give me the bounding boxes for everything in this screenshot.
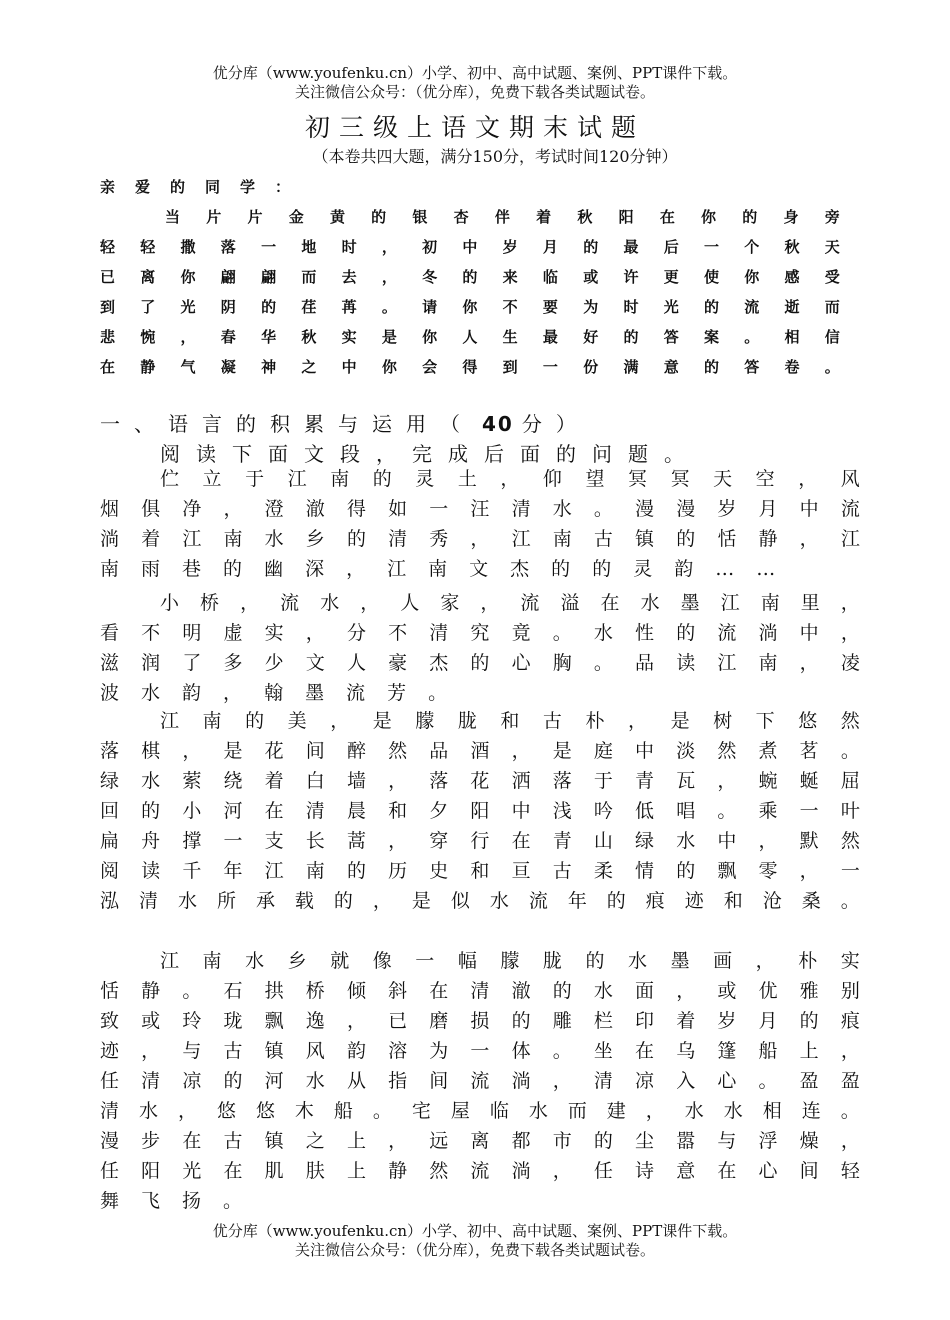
passage-line: 清 水 ， 悠 悠 木 船 。 宅 屋 临 水 而 建 ， 水 水 相 连 。 xyxy=(100,1100,860,1122)
passage-paragraph-4 xyxy=(100,946,860,1216)
section-heading xyxy=(100,408,590,437)
passage-line: 致 或 玲 珑 飘 逸 ， 已 磨 损 的 雕 栏 印 着 岁 月 的 痕 xyxy=(100,1010,860,1032)
preface-letter xyxy=(100,172,840,382)
salutation: 亲爱的同学： xyxy=(100,178,311,196)
passage-line: 落 棋 ， 是 花 间 醉 然 品 酒 ， 是 庭 中 淡 然 煮 茗 。 xyxy=(100,740,860,762)
passage-line: 任 清 凉 的 河 水 从 指 间 流 淌 ， 清 凉 入 心 。 盈 盈 xyxy=(100,1070,860,1092)
header-line-2: 关注微信公众号：（优分库），免费下载各类试题试卷。 xyxy=(294,83,655,101)
section-heading-text: 一、语言的积累与运用（ xyxy=(100,412,474,436)
footer-line-1: 优分库（www.youfenku.cn）小学、初中、高中试题、案例、PPT课件下载。 xyxy=(212,1222,738,1240)
letter-line: 轻 轻 撒 落 一 地 时 ， 初 中 岁 月 的 最 后 一 个 秋 天 xyxy=(100,238,840,256)
header-line-1: 优分库（www.youfenku.cn）小学、初中、高中试题、案例、PPT课件下载。 xyxy=(212,64,738,82)
passage-paragraph-3 xyxy=(100,706,860,916)
passage-line: 江 南 的 美 ， 是 朦 胧 和 古 朴 ， 是 树 下 悠 然 xyxy=(160,710,860,732)
passage-paragraph-2 xyxy=(100,588,860,708)
section-score: 40 xyxy=(482,412,514,436)
letter-line: 到 了 光 阴 的 荏 苒 。 请 你 不 要 为 时 光 的 流 逝 而 xyxy=(100,298,840,316)
site-footer xyxy=(0,1222,950,1260)
letter-line: 在 静 气 凝 神 之 中 你 会 得 到 一 份 满 意 的 答 卷 。 xyxy=(100,358,840,376)
passage-line: 回 的 小 河 在 清 晨 和 夕 阳 中 浅 吟 低 唱 。 乘 一 叶 xyxy=(100,800,860,822)
passage-line: 泓 清 水 所 承 载 的 ， 是 似 水 流 年 的 痕 迹 和 沧 桑 。 xyxy=(100,890,860,912)
passage-line: 淌 着 江 南 水 乡 的 清 秀 ， 江 南 古 镇 的 恬 静 ， 江 xyxy=(100,528,860,550)
passage-line: 滋 润 了 多 少 文 人 豪 杰 的 心 胸 。 品 读 江 南 ， 凌 xyxy=(100,652,860,674)
passage-line: 伫 立 于 江 南 的 灵 土 ， 仰 望 冥 冥 天 空 ， 风 xyxy=(160,468,860,490)
section-heading-suffix: 分） xyxy=(521,412,590,436)
passage-line: 烟 俱 净 ， 澄 澈 得 如 一 汪 清 水 。 漫 漫 岁 月 中 流 xyxy=(100,498,860,520)
passage-line: 舞 飞 扬 。 xyxy=(100,1190,243,1212)
page-title: 初三级上语文期末试题 xyxy=(304,113,645,142)
passage-line: 波 水 韵 ， 翰 墨 流 芳 。 xyxy=(100,682,448,704)
passage-line: 扁 舟 撑 一 支 长 蒿 ， 穿 行 在 青 山 绿 水 中 ， 默 然 xyxy=(100,830,860,852)
passage-line: 恬 静 。 石 拱 桥 倾 斜 在 清 澈 的 水 面 ， 或 优 雅 别 xyxy=(100,980,860,1002)
exam-subtitle: （本卷共四大题，满分150分，考试时间120分钟） xyxy=(312,147,678,166)
section-instruction: 阅读下面文段，完成后面的问题。 xyxy=(160,442,700,466)
footer-line-2: 关注微信公众号：（优分库），免费下载各类试题试卷。 xyxy=(294,1241,655,1259)
passage-line: 漫 步 在 古 镇 之 上 ， 远 离 都 市 的 尘 嚣 与 浮 燥 ， xyxy=(100,1130,860,1152)
letter-line: 悲 惋 ， 春 华 秋 实 是 你 人 生 最 好 的 答 案 。 相 信 xyxy=(100,328,840,346)
passage-line: 绿 水 萦 绕 着 白 墙 ， 落 花 洒 落 于 青 瓦 ， 蜿 蜒 屈 xyxy=(100,770,860,792)
passage-paragraph-1 xyxy=(100,464,860,584)
letter-line: 已 离 你 翩 翩 而 去 ， 冬 的 来 临 或 许 更 使 你 感 受 xyxy=(100,268,840,286)
passage-line: 小 桥 ， 流 水 ， 人 家 ， 流 溢 在 水 墨 江 南 里 ， xyxy=(160,592,860,614)
passage-line: 江 南 水 乡 就 像 一 幅 朦 胧 的 水 墨 画 ， 朴 实 xyxy=(160,950,860,972)
passage-line: 任 阳 光 在 肌 肤 上 静 然 流 淌 ， 任 诗 意 在 心 间 轻 xyxy=(100,1160,860,1182)
letter-line: 当 片 片 金 黄 的 银 杏 伴 着 秋 阳 在 你 的 身 旁 xyxy=(165,208,840,226)
passage-line: 阅 读 千 年 江 南 的 历 史 和 亘 古 柔 情 的 飘 零 ， 一 xyxy=(100,860,860,882)
site-header xyxy=(0,64,950,102)
passage-line: 南 雨 巷 的 幽 深 ， 江 南 文 杰 的 的 灵 韵 … … xyxy=(100,558,776,580)
passage-line: 迹 ， 与 古 镇 风 韵 溶 为 一 体 。 坐 在 乌 篷 船 上 ， xyxy=(100,1040,860,1062)
passage-line: 看 不 明 虚 实 ， 分 不 清 究 竟 。 水 性 的 流 淌 中 ， xyxy=(100,622,860,644)
